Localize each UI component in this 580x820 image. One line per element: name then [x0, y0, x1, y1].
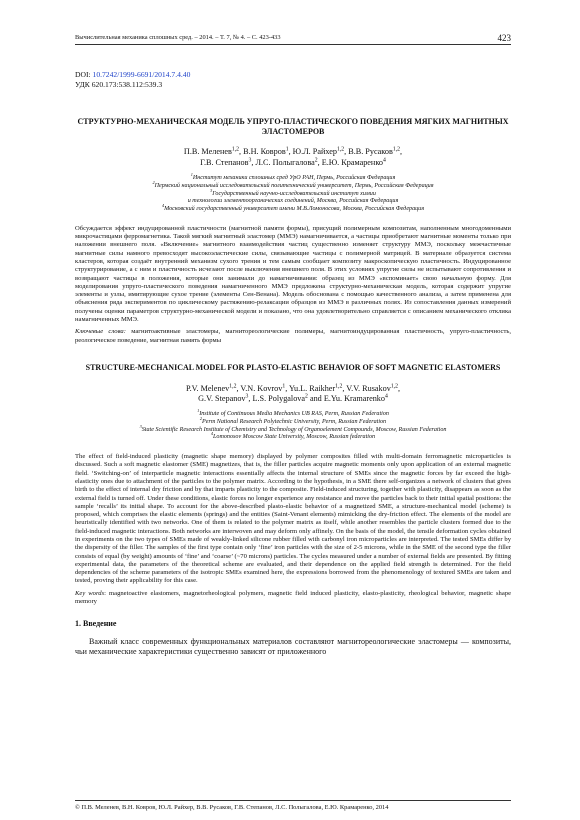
running-header	[75, 34, 511, 45]
author: Г.В. Степанов$^3$,	[200, 157, 256, 168]
affiliation: $^1$Институт механики сплошных сред УрО РАН, Пермь, Российская Федерация	[190, 172, 396, 182]
author: E.Yu. Kramarenko$^4$	[323, 393, 388, 404]
author: В.Н. Ковров$^1$,	[243, 146, 293, 157]
author: G.V. Stepanov$^3$,	[198, 393, 253, 404]
keywords-label: Ключевые слова:	[75, 328, 126, 336]
author: Yu.L. Raikher$^{1,2}$,	[289, 382, 347, 393]
page-number: 423	[497, 33, 511, 43]
doi-link[interactable]: 10.7242/1999-6691/2014.7.4.40	[92, 70, 191, 80]
author: П.В. Меленев$^{1,2}$,	[183, 146, 244, 157]
keywords-text: : magnetoactive elastomers, magnetorheological polymers, magnetic field induced plasticity, elasto-plasticity, rheological behavior, magnetic shape memory	[75, 589, 511, 606]
title-ru: СТРУКТУРНО-МЕХАНИЧЕСКАЯ МОДЕЛЬ УПРУГО-ПЛАСТИЧЕСКОГО ПОВЕДЕНИЯ МЯГКИХ МАГНИТНЫХ ЭЛАСТОМЕРОВ	[77, 117, 509, 136]
article-meta	[75, 70, 511, 89]
keywords-text: магнитоактивные эластомеры, магнитореологические полимеры, магнитоиндуцированная пластичность, упруго-пластичность, реологическое поведение, магнитная память формы	[75, 328, 512, 344]
journal-reference: Вычислительная механика сплошных сред. – 2014. – Т. 7, № 4. – С. 423-433	[75, 34, 281, 41]
affiliations-en	[75, 408, 511, 442]
section-heading-introduction: 1. Введение	[75, 619, 117, 629]
author: В.В. Русаков$^{1,2}$,	[348, 146, 403, 157]
affiliations-ru	[75, 172, 511, 214]
affiliation: $^3$State Scientific Research Institute of Chemistry and Technology of Organoelement Compounds, Moscow, Russian Federation	[139, 423, 447, 433]
author: V.V. Rusakov$^{1,2}$,	[346, 382, 401, 393]
affiliation: и технологии элементоорганических соединений, Москва, Российская Федерация	[187, 198, 399, 205]
author: L.S. Polygalova$^2$ and	[252, 393, 324, 404]
abstract-en: The effect of field-induced plasticity (magnetic shape memory) displayed by polymer composites filled with multi-domain ferromagnetic microparticles is discussed. Such a soft magnetic elastomer (SME) magnetizes, that is, the filler particles acquire magnetic moments only upon application of an external magnetic field. ‘Switching-on’ of interparticle magnetic interactions essentially affects the internal structure of SMEs since the magnetic forces by far exceed the high-elasticity ones due to attachment of the particles to the polymer matrix. According to the hypothesis, in a SME there self-organizes a network of clusters that gives birth to the effect of internal dry friction and by that imparts plasticity to the composite. Field-induced structuring, together with plasticity, disappears as soon as the external field is turned off. Under these conditions, elastic forces no longer experience any resistance and move the particles back to their initial spatial positions: the sample ‘recalls’ its initial shape. To account for the above-described plasto-elastic behavior of a magnetized SME, a structure-mechanical model (scheme) is proposed, which comprises the elastic elements (springs) and the entities (Saint-Venant elements) mimicking the dry-friction effect. The elements of the model are heuristically identified with two networks. One of them is related to the polymer matrix as itself, while another resembles the particle clusters formed due to the field-induced magnetic interactions. Both networks are interwoven and may deform only affinely. On the basis of the model, the tensile deformation cycles obtained in experiments on the two types of SMEs made of weakly-linked silicone rubber filled with carbonyl iron microparticles are interpreted. The tested SMEs differ by the dispersity of the filler. The samples of the first type contain only ‘fine’ iron particles with the size of 2-5 microns, while in the SME of the second type the filler consists of equal (by weight) amounts of ‘fine’ and ‘coarse’ (~70 microns) particles. The cycles measured under a number of external fields are presented. By fitting experimental data, the parameters of the theoretical scheme are evaluated, and their dependence on the applied field strength is determined. For the field dependencies of the scheme parameters of the isotropic SMEs examined here, the expressions borrowed from the phenomenology of textured SMEs are taken and tested, proving their applicability for this case.	[75, 453, 511, 585]
author: V.N. Kovrov$^1$,	[240, 382, 289, 393]
affiliation: $^2$Perm National Research Polytechnic University, Perm, Russian Federation	[199, 415, 387, 425]
author: P.V. Melenev$^{1,2}$,	[185, 382, 241, 393]
authors-en	[75, 384, 511, 406]
affiliation: $^3$Государственный научно-исследовательский институт химии	[210, 187, 376, 197]
abstract-ru: Обсуждается эффект индуцированной пластичности (магнитной памяти формы), присущий полимерным композитам, наполненным многодоменными микрочастицами ферромагнетика. Такой мягкий магнитный эластомер (ММЭ) намагничивается, а частицы приобретают магнитные моменты только при наложении внешнего поля. «Включение» магнитного взаимодействия частиц существенно изменяет структуру ММЭ, поскольку межчастичные магнитные силы намного превосходят высокоэластические силы, связывающие частицы с полимерной матрицей. В материале образуется система кластеров, которая создаёт внутренний механизм сухого трения и тем самым сообщает композиту макроскопическую пластичность. Индуцированное структурирование, а с ним и пластичность исчезают после выключения внешнего поля. В этих условиях упругие силы не испытывают сопротивления и возвращают частицы в положения, которые они занимали до намагничивания: образец из ММЭ «вспоминает» свою начальную форму. Для моделирования упруго-пластического поведения намагниченного ММЭ предложена структурно-механическая модель, которая содержит упругие элементы и узлы, имитирующие сухое трение (элементы Сен-Венана). Модель обоснована с помощью качественного анализа, а затем применена для объяснения ряда экспериментов по циклическому растяжению-релаксации образцов из ММЭ в различных полях. Из сопоставления данных измерений получены оценки параметров структурно-механической модели и показано, что она удовлетворительно справляется с описанием механического отклика намагниченных ММЭ.	[75, 224, 511, 324]
copyright-footer: © П.В. Меленев, В.Н. Ковров, Ю.Л. Райхер, В.В. Русаков, Г.В. Степанов, Л.С. Полыгалова, Е.Ю. Крамаренко, 2014	[75, 800, 511, 812]
introduction-paragraph: Важный класс современных функциональных материалов составляют магнитореологические эластомеры — композиты, чьи механические характеристики существенно зависят от приложенного	[75, 636, 511, 656]
doi-line	[75, 70, 511, 80]
title-en: STRUCTURE-MECHANICAL MODEL FOR PLASTO-ELASTIC BEHAVIOR OF SOFT MAGNETIC ELASTOMERS	[85, 362, 501, 372]
affiliation: $^4$Московский государственный университет имени М.В.Ломоносова, Москва, Российская Федерация	[161, 203, 425, 213]
affiliation: $^2$Пермский национальный исследовательский политехнический университет, Пермь, Российская Федерация	[152, 179, 434, 189]
affiliation: $^4$Lomonosov Moscow State University, Moscow, Russian federation	[210, 431, 376, 441]
author: Ю.Л. Райхер$^{1,2}$,	[292, 146, 349, 157]
udc-code: УДК 620.173:538.112:539.3	[75, 79, 163, 89]
keywords-ru	[75, 328, 511, 345]
author: Е.Ю. Крамаренко$^4$	[321, 157, 386, 168]
doi-label: DOI:	[75, 70, 93, 80]
affiliation: $^1$Institute of Continuous Media Mechanics UB RAS, Perm, Russian Federation	[197, 408, 389, 418]
keywords-label: Key words	[75, 589, 105, 597]
authors-ru	[75, 147, 511, 169]
keywords-en	[75, 590, 511, 607]
author: Л.С. Полыгалова$^2$,	[255, 157, 322, 168]
